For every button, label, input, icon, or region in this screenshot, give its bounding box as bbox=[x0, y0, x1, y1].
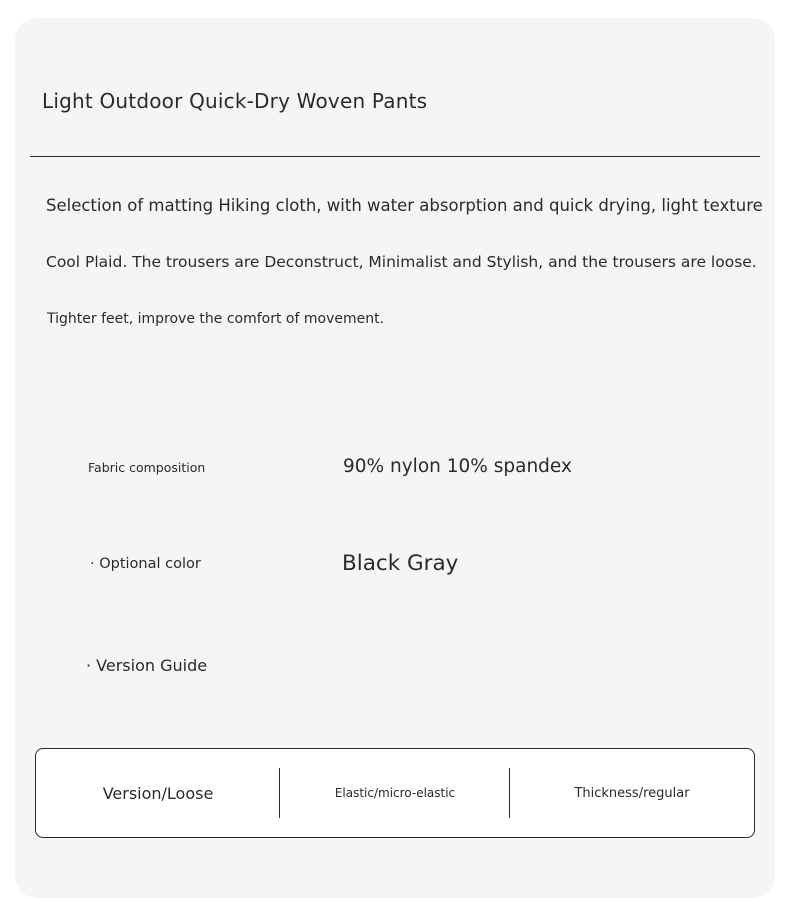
description-line: Cool Plaid. The trousers are Deconstruct, Minimalist and Stylish, and the trousers are loose. bbox=[46, 253, 757, 271]
optional-color-label: · Optional color bbox=[90, 556, 201, 572]
title-divider bbox=[30, 156, 760, 157]
version-fit-cell: Version/Loose bbox=[102, 783, 214, 803]
version-guide-table bbox=[35, 748, 755, 838]
optional-color-value: Black Gray bbox=[342, 551, 459, 576]
fabric-composition-value: 90% nylon 10% spandex bbox=[343, 456, 572, 477]
product-title: Light Outdoor Quick-Dry Woven Pants bbox=[42, 89, 428, 113]
elasticity-cell: Elastic/micro-elastic bbox=[334, 786, 456, 800]
description-line: Selection of matting Hiking cloth, with water absorption and quick drying, light texture bbox=[46, 196, 763, 215]
thickness-cell: Thickness/regular bbox=[574, 785, 690, 801]
version-guide-label: · Version Guide bbox=[86, 656, 208, 675]
fabric-composition-label: Fabric composition bbox=[88, 460, 206, 475]
description-line: Tighter feet, improve the comfort of movement. bbox=[47, 311, 385, 327]
